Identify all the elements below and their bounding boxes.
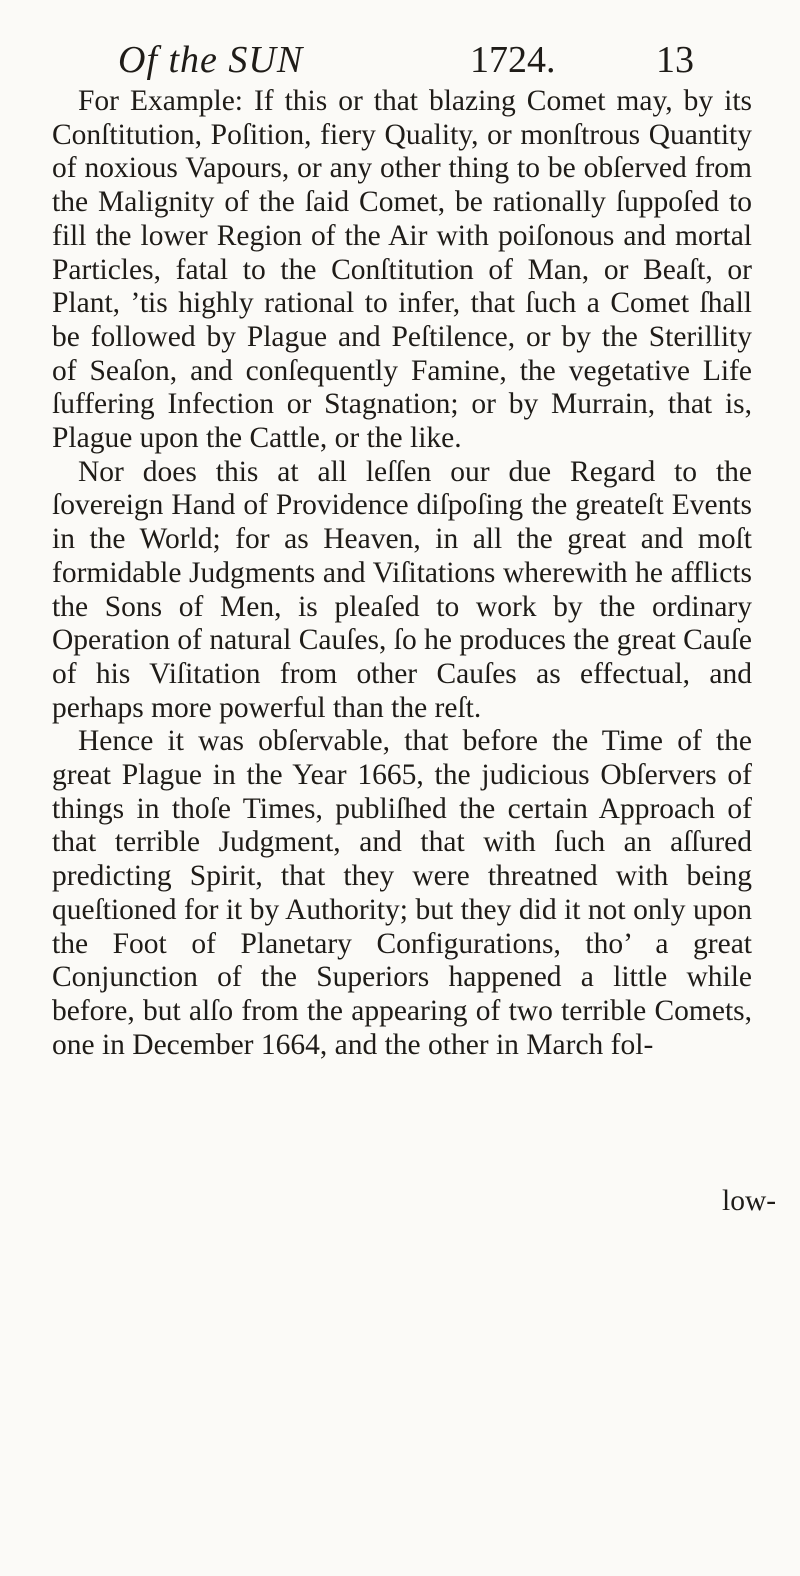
running-head-year: 1724.	[470, 39, 556, 81]
running-head-title: Of the SUN	[118, 39, 304, 81]
paragraph-3: Hence it was obſervable, that before the Time of the great Plague in the Year 1665, the judicious Obſervers of things in thoſe Times, publiſhed the certain Approach of that terrible Judgment, and that with ſuch an aſſured predicting Spirit, that they were threatned with being queſtioned for it by Authority; but they did it not only upon the Foot of Planetary Configurations, tho’ a great Conjunction of the Superiors happened a little while before, but alſo from the appearing of two terrible Comets, one in December 1664, and the other in March fol-	[52, 725, 752, 1061]
paragraph-1: For Example: If this or that blazing Comet may, by its Conſtitution, Poſition, fiery Quality, or monſtrous Quantity of noxious Vapours, or any other thing to be obſerved from the Malignity of the ſaid Comet, be rationally ſuppoſed to fill the lower Region of the Air with poiſonous and mortal Particles, fatal to the Conſtitution of Man, or Beaſt, or Plant, ’tis highly rational to infer, that ſuch a Comet ſhall be followed by Plague and Peſtilence, or by the Sterillity of Seaſon, and conſequently Famine, the vegetative Life ſuffering Infection or Stagnation; or by Murrain, that is, Plague upon the Cattle, or the like.	[52, 85, 752, 455]
page-number: 13	[656, 39, 694, 81]
running-head	[118, 38, 698, 88]
body-text	[52, 85, 752, 1062]
paragraph-2: Nor does this at all leſſen our due Regard to the ſovereign Hand of Providence diſpoſing the greateſt Events in the World; for as Heaven, in all the great and moſt formidable Judgments and Viſitations wherewith he afflicts the Sons of Men, is pleaſed to work by the ordinary Operation of natural Cauſes, ſo he produces the great Cauſe of his Viſitation from other Cauſes as effectual, and perhaps more powerful than the reſt.	[52, 455, 752, 724]
catchword: low-	[722, 1185, 777, 1217]
